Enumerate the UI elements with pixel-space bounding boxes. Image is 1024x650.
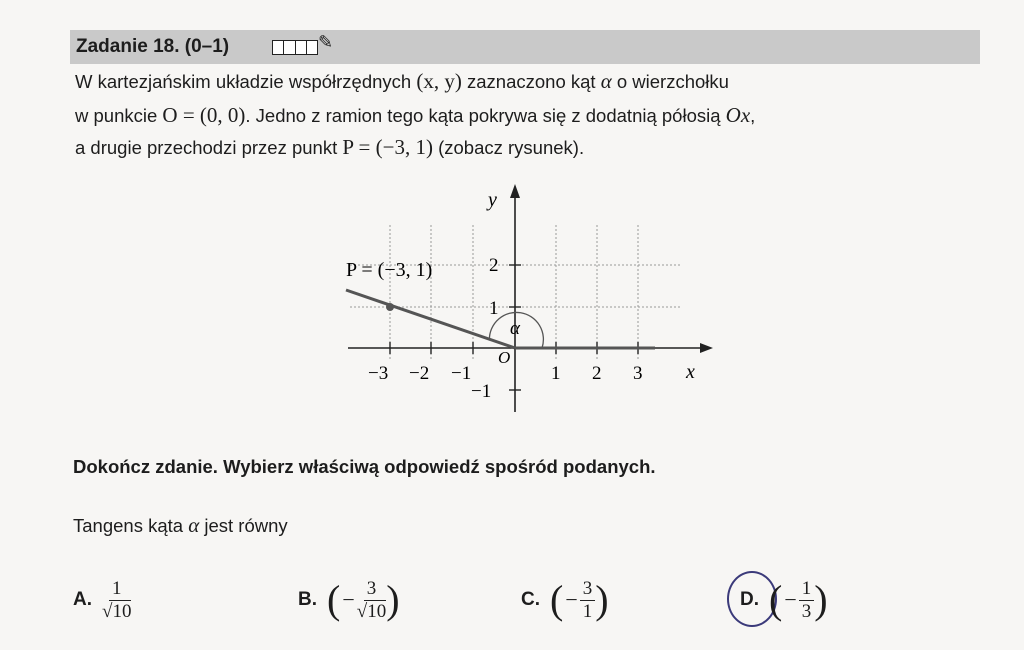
- x-tick-label: −2: [409, 363, 430, 384]
- x-tick-label: −1: [451, 363, 472, 384]
- y-axis-arrow-icon: [510, 184, 520, 198]
- x-tick-label: 3: [633, 363, 643, 384]
- answer-d-letter: D.: [740, 589, 759, 610]
- origin-label: O: [498, 348, 511, 367]
- answer-b-fraction: $\frac{3}{√10}$: [356, 577, 387, 622]
- y-tick-label: 1: [489, 298, 499, 319]
- x-tick-label: −3: [368, 363, 389, 384]
- pencil-icon: ✎: [318, 32, 334, 52]
- answer-d-fraction: $\frac{1}{3}$: [799, 578, 815, 623]
- answer-b[interactable]: B. ( − $\frac{3}{√10}$ ): [298, 577, 400, 622]
- x-axis-arrow-icon: [700, 343, 713, 353]
- y-axis-label: y: [488, 189, 497, 211]
- answer-d[interactable]: D. ( − $\frac{1}{3}$ ): [740, 577, 828, 622]
- point-p: [386, 303, 394, 311]
- answer-c-letter: C.: [521, 589, 540, 610]
- x-axis-label: x: [686, 361, 695, 383]
- answer-b-letter: B.: [298, 589, 317, 610]
- x-tick-label: 1: [551, 363, 561, 384]
- instruction: Dokończ zdanie. Wybierz właściwą odpowiedź spośród podanych.: [73, 456, 656, 477]
- intro-line-2: w punkcie O = (0, 0). Jedno z ramion tego kąta pokrywa się z dodatnią półosią Ox,: [75, 103, 756, 127]
- y-tick-label: 2: [489, 255, 499, 276]
- answer-c-fraction: $\frac{3}{1}$: [580, 578, 596, 623]
- answer-a-fraction: $\frac{1}{√10}$: [102, 577, 132, 622]
- answer-a-letter: A.: [73, 589, 92, 610]
- question: Tangens kąta α jest równy: [73, 513, 288, 537]
- task-title: Zadanie 18. (0–1): [76, 36, 230, 57]
- intro-line-1: W kartezjańskim układzie współrzędnych (x, y) zaznaczono kąt α o wierzchołku: [75, 69, 729, 93]
- answer-c[interactable]: C. ( − $\frac{3}{1}$ ): [521, 577, 609, 622]
- point-p-label: P = (−3, 1): [346, 259, 433, 281]
- task-header: [70, 30, 980, 64]
- answer-a[interactable]: [73, 572, 131, 628]
- x-tick-label: 2: [592, 363, 602, 384]
- coordinate-graph: [320, 180, 720, 420]
- y-tick-label: −1: [471, 381, 492, 402]
- intro-line-3: a drugie przechodzi przez punkt P = (−3, 1) (zobacz rysunek).: [75, 135, 585, 159]
- angle-label: α: [510, 318, 520, 339]
- score-box: [272, 40, 318, 55]
